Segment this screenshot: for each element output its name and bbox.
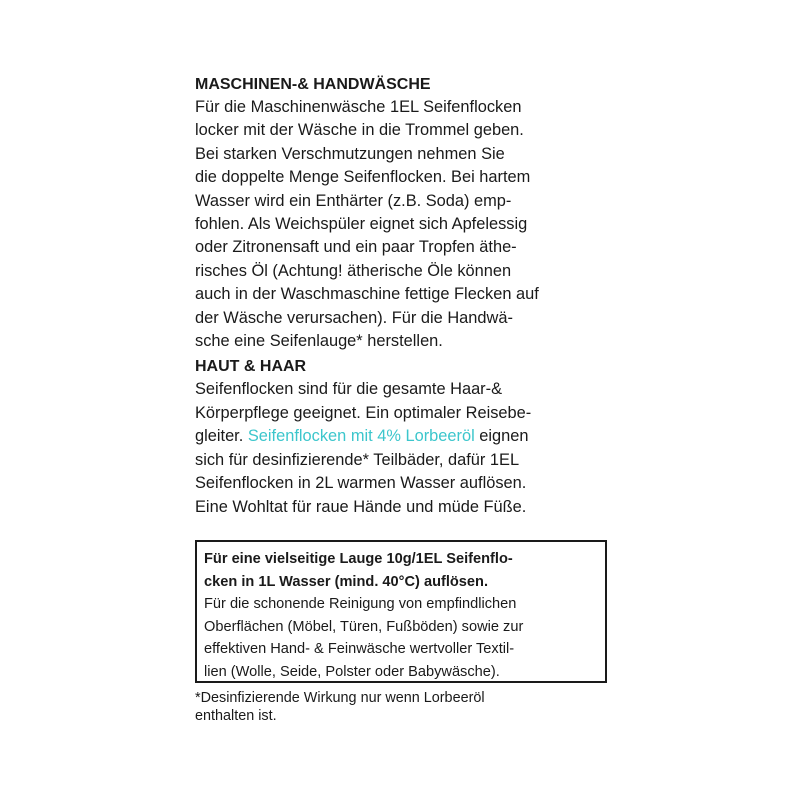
- box-line: effektiven Hand- & Feinwäsche wertvoller Textil-: [204, 641, 515, 657]
- text-line: risches Öl (Achtung! ätherische Öle können: [195, 261, 512, 280]
- text-line: oder Zitronensaft und ein paar Tropfen äthe-: [195, 238, 517, 257]
- instructions-text: [195, 73, 615, 519]
- text-line: Seifenflocken in 2L warmen Wasser auflösen.: [195, 474, 527, 493]
- box-line: Oberflächen (Möbel, Türen, Fußböden) sowie zur: [204, 618, 524, 635]
- laurel-oil-highlight: Seifenflocken mit 4% Lorbeeröl: [247, 427, 475, 446]
- box-line: lien (Wolle, Seide, Polster oder Babywäsche).: [204, 663, 500, 680]
- text-line: der Wäsche verursachen). Für die Handwä-: [195, 308, 513, 327]
- machine-hand-wash-paragraph: [195, 96, 615, 353]
- text-line: Seifenflocken sind für die gesamte Haar-&: [195, 380, 503, 399]
- text-line: Für die Maschinenwäsche 1EL Seifenflocken: [195, 98, 522, 116]
- text-line: Körperpflege geeignet. Ein optimaler Reisebe-: [195, 403, 532, 422]
- text-line: auch in der Waschmaschine fettige Flecken auf: [195, 285, 539, 304]
- text-line: Wasser wird ein Enthärter (z.B. Soda) emp-: [195, 191, 512, 210]
- text-line: Bei starken Verschmutzungen nehmen Sie: [195, 144, 505, 163]
- skin-hair-paragraph: [195, 378, 615, 518]
- footnote: [195, 690, 615, 725]
- text-line: fohlen. Als Weichspüler eignet sich Apfelessig: [195, 215, 528, 234]
- text-fragment: gleiter.: [195, 427, 248, 446]
- text-line: locker mit der Wäsche in die Trommel geben.: [195, 121, 524, 140]
- section-heading-skin-hair: HAUT & HAAR: [195, 358, 307, 376]
- text-line: sche eine Seifenlauge* herstellen.: [195, 332, 443, 351]
- box-line: Für die schonende Reinigung von empfindlichen: [204, 596, 517, 612]
- text-fragment: eignen: [474, 427, 529, 446]
- text-line: sich für desinfizierende* Teilbäder, dafür 1EL: [195, 450, 520, 469]
- box-bold-line: cken in 1L Wasser (mind. 40°C) auflösen.: [204, 573, 489, 590]
- text-line-with-highlight: [195, 425, 615, 448]
- text-line: Eine Wohltat für raue Hände und müde Füße.: [195, 497, 527, 516]
- section-heading-machine-hand-wash: MASCHINEN-& HANDWÄSCHE: [195, 76, 431, 93]
- box-bold-line: Für eine vielseitige Lauge 10g/1EL Seifenflo-: [204, 551, 513, 567]
- footnote-line: enthalten ist.: [195, 707, 277, 724]
- footnote-line: *Desinfizierende Wirkung nur wenn Lorbeeröl: [195, 690, 485, 706]
- text-line: die doppelte Menge Seifenflocken. Bei hartem: [195, 168, 531, 187]
- lye-instructions-box: [195, 540, 607, 683]
